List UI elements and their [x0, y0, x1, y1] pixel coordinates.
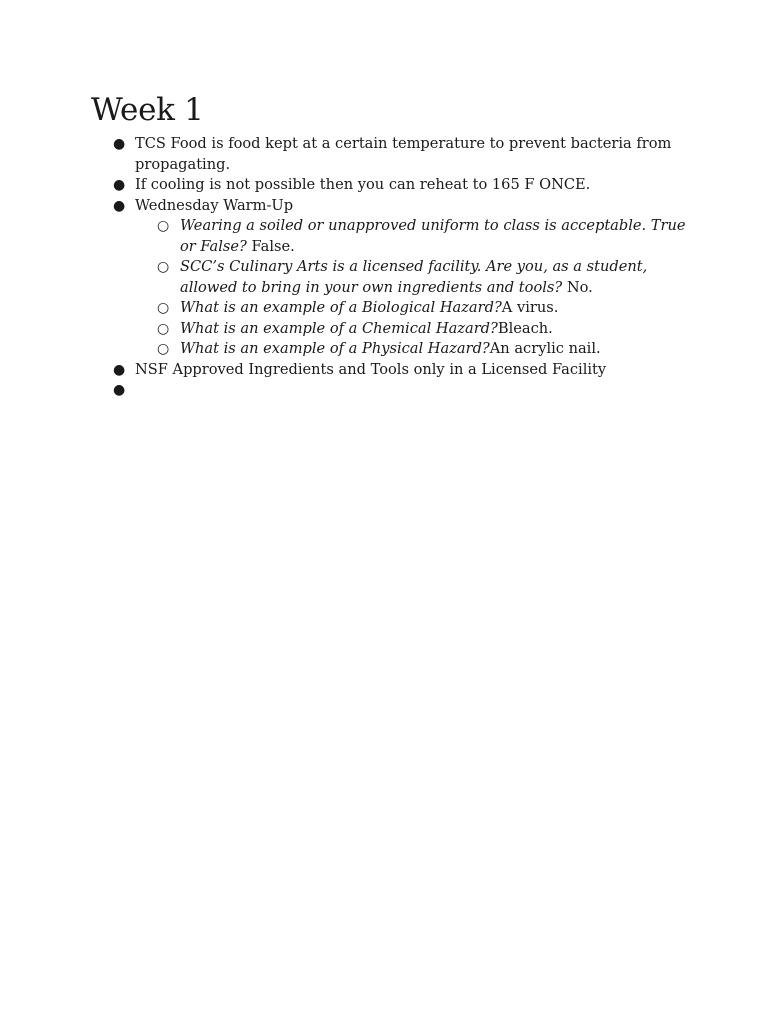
warmup-question: SCC’s Culinary Arts is a licensed facility. Are you, as a student, allowed to bring in your own ingredients and tools? [180, 258, 648, 296]
document-page [91, 92, 691, 401]
bullet-list [91, 134, 691, 401]
list-item-text: If cooling is not possible then you can reheat to 165 F ONCE. [135, 176, 591, 193]
sublist-item [135, 257, 691, 298]
hollow-bullet-icon: ○ [157, 341, 170, 357]
warmup-answer: Bleach. [497, 319, 553, 337]
warmup-answer: An acrylic nail. [489, 340, 601, 357]
warmup-heading: Wednesday Warm-Up [135, 196, 294, 214]
bullet-icon: ● [113, 382, 126, 398]
sublist-item [135, 216, 691, 257]
warmup-answer: No. [562, 278, 593, 296]
list-item-text: NSF Approved Ingredients and Tools only in a Licensed Facility [135, 360, 607, 378]
warmup-question: Wearing a soiled or unapproved uniform to class is acceptable. True or False? [180, 217, 686, 255]
bullet-icon: ● [113, 136, 126, 152]
hollow-bullet-icon: ○ [157, 320, 170, 337]
sublist-item [135, 298, 691, 319]
sublist-item [135, 319, 691, 340]
bullet-icon: ● [113, 197, 126, 214]
list-item [91, 360, 691, 381]
list-item-empty [91, 380, 691, 401]
warmup-sublist [135, 216, 691, 360]
warmup-answer: False. [246, 237, 295, 255]
hollow-bullet-icon: ○ [157, 300, 170, 316]
list-item [91, 175, 691, 196]
list-item [91, 196, 691, 360]
list-item-text: TCS Food is food kept at a certain temperature to prevent bacteria from propagating. [135, 135, 672, 173]
bullet-icon: ● [113, 177, 126, 193]
sublist-item [135, 339, 691, 360]
warmup-question: What is an example of a Chemical Hazard? [180, 319, 498, 337]
page-title: Week 1 [91, 92, 204, 128]
hollow-bullet-icon: ○ [157, 259, 170, 275]
hollow-bullet-icon: ○ [157, 218, 170, 234]
warmup-answer: A virus. [501, 299, 559, 316]
list-item [91, 134, 691, 175]
bullet-icon: ● [113, 361, 126, 378]
warmup-question: What is an example of a Physical Hazard? [180, 340, 490, 357]
warmup-question: What is an example of a Biological Hazard? [180, 299, 502, 316]
